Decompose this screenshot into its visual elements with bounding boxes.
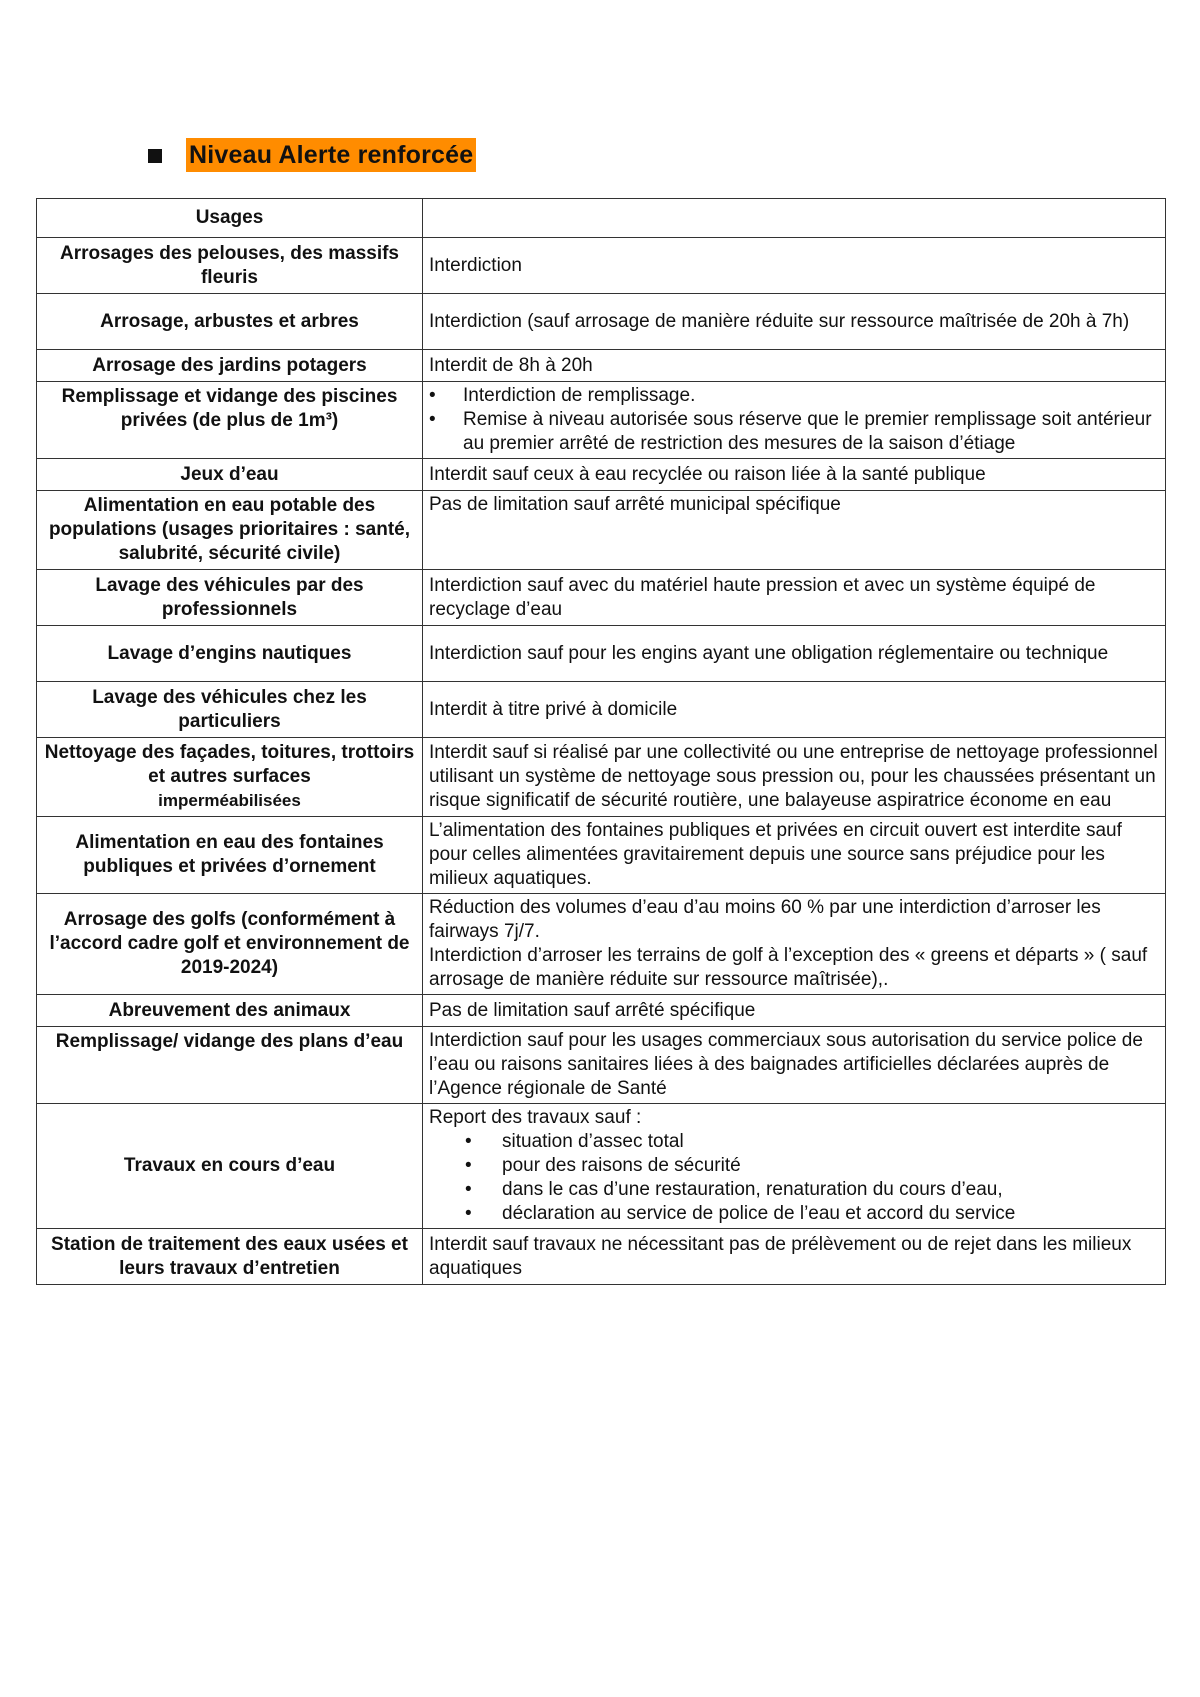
- usage-cell: Arrosage des golfs (conformément à l’accord cadre golf et environnement de 2019-2024): [37, 894, 423, 995]
- rule-cell: Interdiction (sauf arrosage de manière réduite sur ressource maîtrisée de 20h à 7h): [423, 294, 1166, 350]
- usage-cell: Alimentation en eau potable des populations (usages prioritaires : santé, salubrité, sécurité civile): [37, 491, 423, 570]
- rule-cell: Pas de limitation sauf arrêté spécifique: [423, 995, 1166, 1027]
- rule-cell: L’alimentation des fontaines publiques et privées en circuit ouvert est interdite sauf pour celles alimentées gravitairement depuis une source sans préjudice pour les milieux aquatiques.: [423, 817, 1166, 894]
- rule-cell: Interdiction sauf pour les usages commerciaux sous autorisation du service police de l’eau ou raisons sanitaires liées à des baignades artificielles déclarées auprès de l’Agence régionale de Santé: [423, 1027, 1166, 1104]
- rule-cell: [423, 1104, 1166, 1229]
- restrictions-table: [36, 198, 1166, 1285]
- usage-cell: Arrosage, arbustes et arbres: [37, 294, 423, 350]
- bullet-item: • Remise à niveau autorisée sous réserve que le premier remplissage soit antérieur au premier arrêté de restriction des mesures de la saison d’étiage: [429, 408, 1159, 456]
- usage-cell: Lavage d’engins nautiques: [37, 626, 423, 682]
- rule-cell: Interdiction sauf avec du matériel haute pression et avec un système équipé de recyclage d’eau: [423, 570, 1166, 626]
- table-row: [37, 491, 1166, 570]
- bullet-list: [429, 384, 1159, 456]
- usage-cell: Lavage des véhicules chez les particuliers: [37, 682, 423, 738]
- rule-cell: Interdit sauf travaux ne nécessitant pas de prélèvement ou de rejet dans les milieux aquatiques: [423, 1229, 1166, 1285]
- table-row: [37, 1104, 1166, 1229]
- section-heading: [148, 138, 476, 172]
- table-row: [37, 682, 1166, 738]
- rule-cell: Interdit à titre privé à domicile: [423, 682, 1166, 738]
- usage-cell: Abreuvement des animaux: [37, 995, 423, 1027]
- table-row: [37, 1229, 1166, 1285]
- usage-cell: [37, 738, 423, 817]
- bullet-item: • dans le cas d’une restauration, renaturation du cours d’eau,: [429, 1178, 1159, 1202]
- header-usages: Usages: [37, 199, 423, 238]
- rule-cell: Interdit de 8h à 20h: [423, 350, 1166, 382]
- rule-cell: Pas de limitation sauf arrêté municipal spécifique: [423, 491, 1166, 570]
- usage-cell: Arrosages des pelouses, des massifs fleuris: [37, 238, 423, 294]
- bullet-item: • déclaration au service de police de l’eau et accord du service: [429, 1202, 1159, 1226]
- rule-cell: Interdit sauf si réalisé par une collectivité ou une entreprise de nettoyage professionnel utilisant un système de nettoyage sous pression ou, pour les chaussées présentant un risque significatif de sécurité routière, une balayeuse aspiratrice économe en eau: [423, 738, 1166, 817]
- table-row: [37, 626, 1166, 682]
- usage-cell: Lavage des véhicules par des professionnels: [37, 570, 423, 626]
- rule-line: Interdiction d’arroser les terrains de golf à l’exception des « greens et départs » ( sauf arrosage de manière réduite sur ressource maîtrisée),.: [429, 945, 1148, 990]
- rule-intro: Report des travaux sauf :: [429, 1107, 642, 1128]
- usage-text: Nettoyage des façades, toitures, trottoirs et autres surfaces: [44, 742, 415, 787]
- usage-cell: Jeux d’eau: [37, 459, 423, 491]
- usage-cell: Arrosage des jardins potagers: [37, 350, 423, 382]
- rule-cell: Interdit sauf ceux à eau recyclée ou raison liée à la santé publique: [423, 459, 1166, 491]
- table-row: [37, 817, 1166, 894]
- table-row: [37, 894, 1166, 995]
- table-row: [37, 1027, 1166, 1104]
- usage-cell: Travaux en cours d’eau: [37, 1104, 423, 1229]
- bullet-item: • Interdiction de remplissage.: [429, 384, 1159, 408]
- rule-line: Réduction des volumes d’eau d’au moins 60 % par une interdiction d’arroser les fairways 7j/7.: [429, 897, 1101, 942]
- square-bullet-icon: [148, 149, 162, 163]
- bullet-item: • pour des raisons de sécurité: [429, 1154, 1159, 1178]
- table-row: [37, 995, 1166, 1027]
- usage-text-small: imperméabilisées: [158, 791, 301, 810]
- usage-cell: Remplissage/ vidange des plans d’eau: [37, 1027, 423, 1104]
- rule-cell: Interdiction: [423, 238, 1166, 294]
- table-row: [37, 294, 1166, 350]
- rule-cell: Interdiction sauf pour les engins ayant une obligation réglementaire ou technique: [423, 626, 1166, 682]
- usage-cell: Station de traitement des eaux usées et leurs travaux d’entretien: [37, 1229, 423, 1285]
- rule-cell: [423, 382, 1166, 459]
- section-title: Niveau Alerte renforcée: [186, 138, 476, 172]
- table-row: [37, 570, 1166, 626]
- table-row: [37, 459, 1166, 491]
- table-header-row: [37, 199, 1166, 238]
- bullet-list: [429, 1130, 1159, 1226]
- table-row: [37, 350, 1166, 382]
- usage-cell: Remplissage et vidange des piscines privées (de plus de 1m³): [37, 382, 423, 459]
- table-row: [37, 738, 1166, 817]
- table-row: [37, 238, 1166, 294]
- rule-cell: [423, 894, 1166, 995]
- table-row: [37, 382, 1166, 459]
- bullet-item: • situation d’assec total: [429, 1130, 1159, 1154]
- header-rule: [423, 199, 1166, 238]
- usage-cell: Alimentation en eau des fontaines publiques et privées d’ornement: [37, 817, 423, 894]
